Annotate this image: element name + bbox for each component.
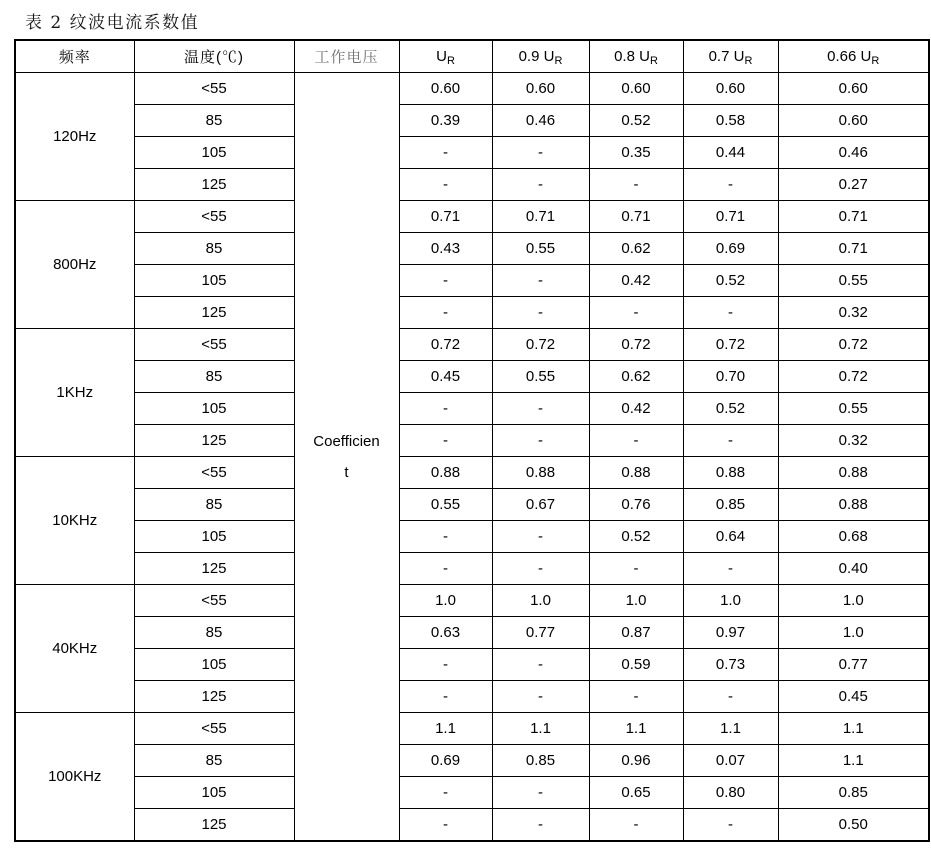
table-row: [15, 265, 929, 297]
table-row: [15, 457, 929, 489]
value-cell: 0.77: [778, 649, 929, 681]
value-cell: 0.32: [778, 297, 929, 329]
value-cell: 0.88: [778, 489, 929, 521]
header-ur-066: 0.66 $U_R$: [778, 40, 929, 73]
value-cell: -: [589, 297, 683, 329]
value-cell: 0.55: [399, 489, 492, 521]
value-cell: -: [399, 649, 492, 681]
value-cell: 0.46: [492, 105, 589, 137]
value-cell: 0.88: [683, 457, 778, 489]
value-cell: 0.07: [683, 745, 778, 777]
temperature-cell: 85: [134, 489, 294, 521]
value-cell: -: [492, 169, 589, 201]
value-cell: -: [492, 649, 589, 681]
value-cell: 0.60: [492, 73, 589, 105]
value-cell: 0.72: [778, 361, 929, 393]
frequency-cell: 40KHz: [15, 585, 134, 713]
value-cell: 0.42: [589, 265, 683, 297]
value-cell: -: [589, 681, 683, 713]
value-cell: 0.85: [778, 777, 929, 809]
value-cell: 0.62: [589, 361, 683, 393]
value-cell: 0.65: [589, 777, 683, 809]
value-cell: 0.80: [683, 777, 778, 809]
temperature-cell: 105: [134, 265, 294, 297]
value-cell: -: [589, 553, 683, 585]
table-row: [15, 809, 929, 842]
value-cell: 0.76: [589, 489, 683, 521]
value-cell: 0.71: [778, 201, 929, 233]
temperature-cell: 85: [134, 233, 294, 265]
value-cell: 0.71: [589, 201, 683, 233]
temperature-cell: 125: [134, 297, 294, 329]
temperature-cell: 85: [134, 105, 294, 137]
value-cell: 0.59: [589, 649, 683, 681]
temperature-cell: 125: [134, 809, 294, 842]
table-row: [15, 73, 929, 105]
value-cell: 0.52: [683, 265, 778, 297]
frequency-cell: 1KHz: [15, 329, 134, 457]
value-cell: 0.27: [778, 169, 929, 201]
value-cell: -: [399, 681, 492, 713]
value-cell: -: [683, 425, 778, 457]
table-row: [15, 521, 929, 553]
temperature-cell: <55: [134, 329, 294, 361]
header-temperature: 温度(℃): [134, 40, 294, 73]
value-cell: -: [492, 425, 589, 457]
value-cell: 1.1: [399, 713, 492, 745]
value-cell: 0.68: [778, 521, 929, 553]
temperature-cell: 125: [134, 681, 294, 713]
header-ur: $U_R$: [399, 40, 492, 73]
value-cell: 0.63: [399, 617, 492, 649]
temperature-cell: 105: [134, 649, 294, 681]
value-cell: 0.88: [492, 457, 589, 489]
value-cell: 1.1: [778, 713, 929, 745]
table-row: [15, 329, 929, 361]
frequency-cell: 10KHz: [15, 457, 134, 585]
temperature-cell: 85: [134, 745, 294, 777]
value-cell: -: [492, 297, 589, 329]
table-row: [15, 201, 929, 233]
value-cell: -: [492, 265, 589, 297]
value-cell: -: [492, 137, 589, 169]
table-row: [15, 681, 929, 713]
value-cell: 0.72: [778, 329, 929, 361]
value-cell: 0.60: [683, 73, 778, 105]
value-cell: -: [492, 809, 589, 842]
value-cell: 1.1: [683, 713, 778, 745]
value-cell: 1.1: [492, 713, 589, 745]
value-cell: -: [399, 169, 492, 201]
temperature-cell: 105: [134, 137, 294, 169]
temperature-cell: 125: [134, 169, 294, 201]
table-row: [15, 585, 929, 617]
value-cell: 0.35: [589, 137, 683, 169]
value-cell: 0.52: [683, 393, 778, 425]
table-row: [15, 425, 929, 457]
temperature-cell: <55: [134, 457, 294, 489]
value-cell: 0.55: [492, 233, 589, 265]
table-row: [15, 169, 929, 201]
temperature-cell: 85: [134, 617, 294, 649]
temperature-cell: 105: [134, 521, 294, 553]
value-cell: 0.85: [492, 745, 589, 777]
temperature-cell: <55: [134, 585, 294, 617]
value-cell: 1.1: [589, 713, 683, 745]
value-cell: -: [589, 425, 683, 457]
table-row: [15, 393, 929, 425]
value-cell: 0.58: [683, 105, 778, 137]
temperature-cell: 105: [134, 777, 294, 809]
value-cell: 1.0: [778, 617, 929, 649]
value-cell: 0.72: [492, 329, 589, 361]
header-ur-08: 0.8 $U_R$: [589, 40, 683, 73]
header-row: [15, 40, 929, 73]
temperature-cell: <55: [134, 73, 294, 105]
value-cell: 0.88: [778, 457, 929, 489]
table-row: [15, 777, 929, 809]
value-cell: -: [683, 169, 778, 201]
temperature-cell: 125: [134, 425, 294, 457]
value-cell: -: [492, 521, 589, 553]
table-row: [15, 297, 929, 329]
value-cell: -: [492, 393, 589, 425]
value-cell: 0.71: [683, 201, 778, 233]
value-cell: -: [683, 681, 778, 713]
value-cell: 0.62: [589, 233, 683, 265]
table-row: [15, 649, 929, 681]
value-cell: 0.71: [778, 233, 929, 265]
table-row: [15, 713, 929, 745]
value-cell: 0.45: [778, 681, 929, 713]
value-cell: -: [492, 777, 589, 809]
table-row: [15, 105, 929, 137]
value-cell: 0.70: [683, 361, 778, 393]
table-row: [15, 553, 929, 585]
value-cell: 0.87: [589, 617, 683, 649]
temperature-cell: 125: [134, 553, 294, 585]
value-cell: 0.44: [683, 137, 778, 169]
frequency-cell: 120Hz: [15, 73, 134, 201]
value-cell: 0.73: [683, 649, 778, 681]
value-cell: 1.0: [683, 585, 778, 617]
value-cell: 0.88: [399, 457, 492, 489]
value-cell: 0.60: [589, 73, 683, 105]
value-cell: -: [399, 265, 492, 297]
value-cell: 1.0: [589, 585, 683, 617]
value-cell: -: [399, 777, 492, 809]
value-cell: 0.55: [778, 265, 929, 297]
value-cell: -: [399, 297, 492, 329]
value-cell: 0.77: [492, 617, 589, 649]
value-cell: 0.69: [683, 233, 778, 265]
value-cell: 0.72: [683, 329, 778, 361]
value-cell: 0.96: [589, 745, 683, 777]
value-cell: 0.52: [589, 521, 683, 553]
value-cell: -: [492, 553, 589, 585]
value-cell: -: [683, 553, 778, 585]
value-cell: -: [399, 521, 492, 553]
value-cell: 0.97: [683, 617, 778, 649]
table-row: [15, 361, 929, 393]
value-cell: 0.67: [492, 489, 589, 521]
value-cell: -: [683, 809, 778, 842]
value-cell: -: [589, 809, 683, 842]
value-cell: 0.85: [683, 489, 778, 521]
value-cell: 0.43: [399, 233, 492, 265]
table-row: [15, 233, 929, 265]
value-cell: -: [683, 297, 778, 329]
value-cell: 0.55: [492, 361, 589, 393]
value-cell: -: [399, 393, 492, 425]
value-cell: 0.60: [399, 73, 492, 105]
table-row: [15, 745, 929, 777]
value-cell: 0.64: [683, 521, 778, 553]
ripple-current-coefficient-table: [14, 39, 930, 842]
value-cell: 0.60: [778, 73, 929, 105]
value-cell: 0.88: [589, 457, 683, 489]
header-frequency: 频率: [15, 40, 134, 73]
value-cell: 0.71: [492, 201, 589, 233]
table-row: [15, 137, 929, 169]
value-cell: 0.60: [778, 105, 929, 137]
value-cell: -: [399, 809, 492, 842]
value-cell: 0.40: [778, 553, 929, 585]
value-cell: 0.69: [399, 745, 492, 777]
header-working-voltage: 工作电压: [294, 40, 399, 73]
value-cell: 1.0: [778, 585, 929, 617]
temperature-cell: <55: [134, 713, 294, 745]
value-cell: -: [399, 425, 492, 457]
table-row: [15, 489, 929, 521]
value-cell: 1.0: [399, 585, 492, 617]
frequency-cell: 800Hz: [15, 201, 134, 329]
coefficient-cell: Coefficien t: [294, 73, 399, 842]
value-cell: -: [399, 137, 492, 169]
header-ur-09: 0.9 $U_R$: [492, 40, 589, 73]
value-cell: 0.55: [778, 393, 929, 425]
value-cell: 0.71: [399, 201, 492, 233]
frequency-cell: 100KHz: [15, 713, 134, 842]
value-cell: 0.50: [778, 809, 929, 842]
table-row: [15, 617, 929, 649]
header-ur-07: 0.7 $U_R$: [683, 40, 778, 73]
value-cell: 0.39: [399, 105, 492, 137]
value-cell: -: [399, 553, 492, 585]
temperature-cell: 85: [134, 361, 294, 393]
value-cell: 0.52: [589, 105, 683, 137]
value-cell: 1.1: [778, 745, 929, 777]
temperature-cell: <55: [134, 201, 294, 233]
value-cell: 0.42: [589, 393, 683, 425]
temperature-cell: 105: [134, 393, 294, 425]
value-cell: 0.72: [589, 329, 683, 361]
value-cell: -: [492, 681, 589, 713]
value-cell: 0.72: [399, 329, 492, 361]
value-cell: 0.46: [778, 137, 929, 169]
value-cell: -: [589, 169, 683, 201]
table-caption: 表 2 纹波电流系数值: [25, 13, 200, 33]
value-cell: 0.45: [399, 361, 492, 393]
value-cell: 0.32: [778, 425, 929, 457]
value-cell: 1.0: [492, 585, 589, 617]
